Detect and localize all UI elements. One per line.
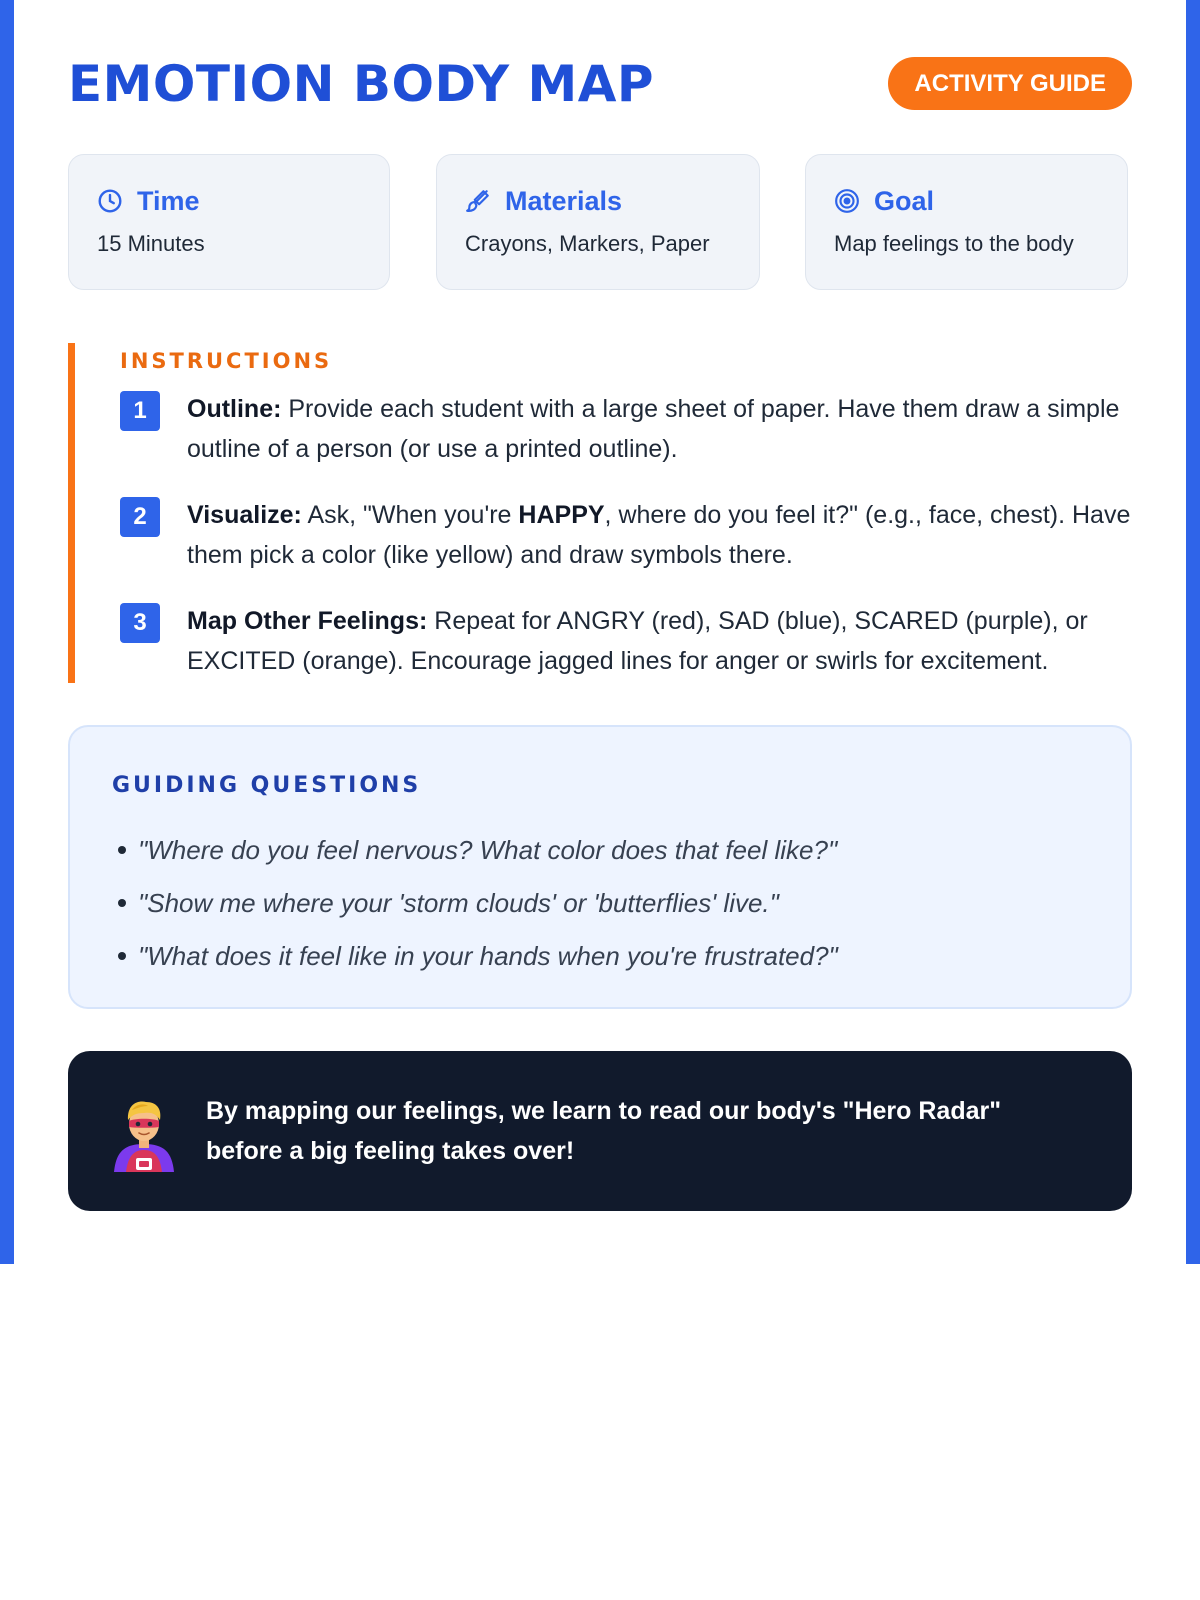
hero-message: By mapping our feelings, we learn to read our body's "Hero Radar" before a big feeling takes over! [206,1097,1002,1165]
info-value: Map feelings to the body [834,231,1074,256]
target-icon [834,188,860,214]
step-label: Outline: [187,395,282,423]
bullet-icon [118,846,126,854]
page-title: EMOTION BODY MAP [68,55,655,113]
step-text [187,495,1132,575]
question-text: "Show me where your 'storm clouds' or 'butterflies' live." [138,888,779,918]
step-number: 2 [120,497,160,537]
clock-icon [97,188,123,214]
step-text [187,601,1132,681]
bullet-icon [118,899,126,907]
hero-callout [68,1051,1132,1211]
step-body: Repeat for ANGRY (red), SAD (blue), SCARED (purple), or EXCITED (orange). Encourage jagged lines for anger or swirls for excitement. [187,607,1088,675]
instructions-section [68,343,1132,683]
guiding-questions-title: GUIDING QUESTIONS [112,773,422,798]
info-label: Goal [874,185,935,216]
question-item [112,877,838,930]
step-label: Map Other Feelings: [187,607,428,635]
question-item [112,824,838,877]
step-number: 1 [120,391,160,431]
info-box-goal [805,154,1128,290]
brush-icon [465,188,491,214]
guiding-questions-box [68,725,1132,1009]
info-value: 15 Minutes [97,231,205,256]
step-number: 3 [120,603,160,643]
question-text: "Where do you feel nervous? What color does that feel like?" [138,835,838,865]
superhero-icon [108,1094,180,1174]
info-box-time [68,154,390,290]
step-text [187,389,1132,469]
header [68,52,1132,116]
step-body-end: , where do you feel it?" (e.g., face, chest). Have them pick a color (like yellow) and draw symbols there. [187,501,1131,569]
step-body-start: Ask, "When you're [301,501,519,529]
info-row [68,154,1132,290]
questions-list [112,824,838,983]
step-body: Provide each student with a large sheet of paper. Have them draw a simple outline of a person (or use a printed outline). [187,395,1120,463]
instructions-title: INSTRUCTIONS [120,349,333,373]
activity-guide-badge: ACTIVITY GUIDE [888,57,1132,110]
info-label: Materials [505,185,623,216]
emotion-emphasis: HAPPY [518,501,605,529]
bullet-icon [118,952,126,960]
question-item [112,930,838,983]
info-value: Crayons, Markers, Paper [465,231,710,256]
question-text: "What does it feel like in your hands when you're frustrated?" [138,941,838,971]
info-box-materials [436,154,760,290]
info-label: Time [137,185,200,216]
step-label: Visualize: [187,501,302,529]
